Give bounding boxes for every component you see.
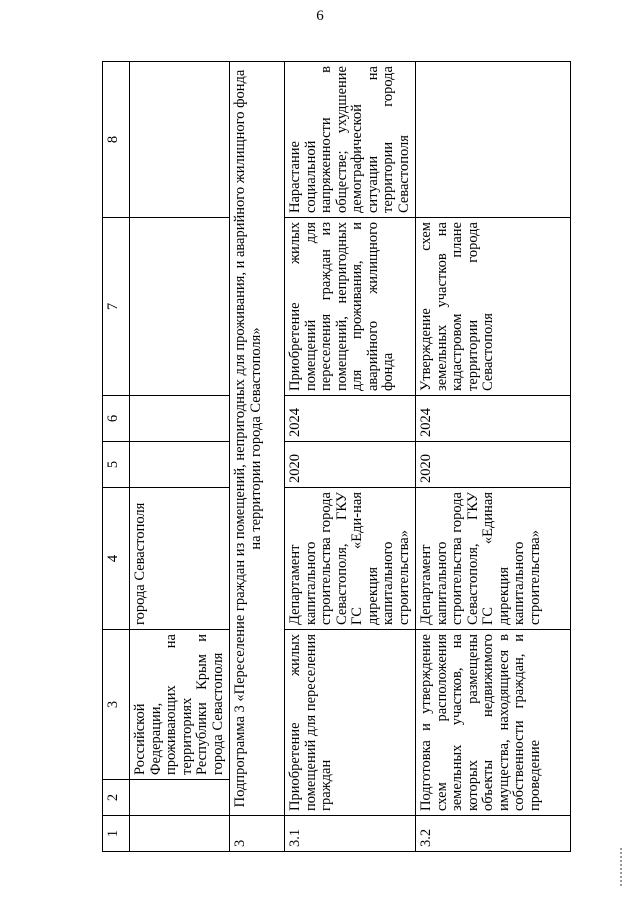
expected-result: Утверждение схем земельных участков на кадастровом плане территории города Севастополя	[416, 218, 571, 396]
rotated-table-frame	[102, 62, 543, 852]
measure-name: Приобретение жилых помещений для переселения граждан	[285, 630, 416, 816]
empty-cell	[130, 218, 230, 396]
page-number: 6	[316, 8, 324, 24]
column-number: 8	[103, 62, 130, 218]
continuation-row	[130, 62, 230, 852]
scan-margin-mark	[620, 848, 625, 886]
expected-result: Приобретение жилых помещений для переселения граждан из помещений, непригодных для проживания, и аварийного жилищного фонда	[285, 218, 416, 396]
subprogram-number: 3	[230, 816, 285, 852]
column-number: 1	[103, 816, 130, 852]
column-number: 2	[103, 780, 130, 816]
empty-cell	[130, 62, 230, 218]
end-year: 2024	[416, 396, 571, 442]
column-number: 7	[103, 218, 130, 396]
empty-cell	[130, 442, 230, 488]
subprogram-title: Подпрограмма 3 «Переселение граждан из помещений, непригодных для проживания, и аварийного жилищного фонда на территории города Севастополя»	[230, 62, 285, 816]
continuation-text-col3: Российской Федерации, проживающих на территориях Республики Крым и города Севастополя	[130, 630, 230, 780]
consequences: Нарастание социальной напряженности в обществе; ухудшение демографической ситуации на территории города Севастополя	[285, 62, 416, 218]
end-year: 2024	[285, 396, 416, 442]
empty-cell	[130, 396, 230, 442]
subprogram-row	[230, 62, 285, 852]
column-number: 5	[103, 442, 130, 488]
measures-table	[102, 61, 571, 852]
column-number: 4	[103, 488, 130, 630]
executor: Департамент капитального строительства города Севастополя, ГКУ ГС «Единая дирекция капитального строительства»	[416, 488, 571, 630]
executor: Департамент капитального строительства города Севастополя, ГКУ ГС «Еди-ная дирекция капитального строительства»	[285, 488, 416, 630]
column-number-row	[103, 62, 130, 852]
empty-cell	[130, 780, 230, 816]
row-number: 3.2	[416, 816, 571, 852]
start-year: 2020	[285, 442, 416, 488]
continuation-text-col4: города Севастополя	[130, 488, 230, 630]
column-number: 3	[103, 630, 130, 780]
consequences	[416, 62, 571, 218]
table-row	[285, 62, 416, 852]
empty-cell	[130, 816, 230, 852]
measure-name: Подготовка и утверждение схем расположения земельных участков, на которых размещены объекты недвижимого имущества, находящиеся в собственности граждан, и проведение	[416, 630, 571, 816]
start-year: 2020	[416, 442, 571, 488]
table-row	[416, 62, 571, 852]
column-number: 6	[103, 396, 130, 442]
row-number: 3.1	[285, 816, 416, 852]
